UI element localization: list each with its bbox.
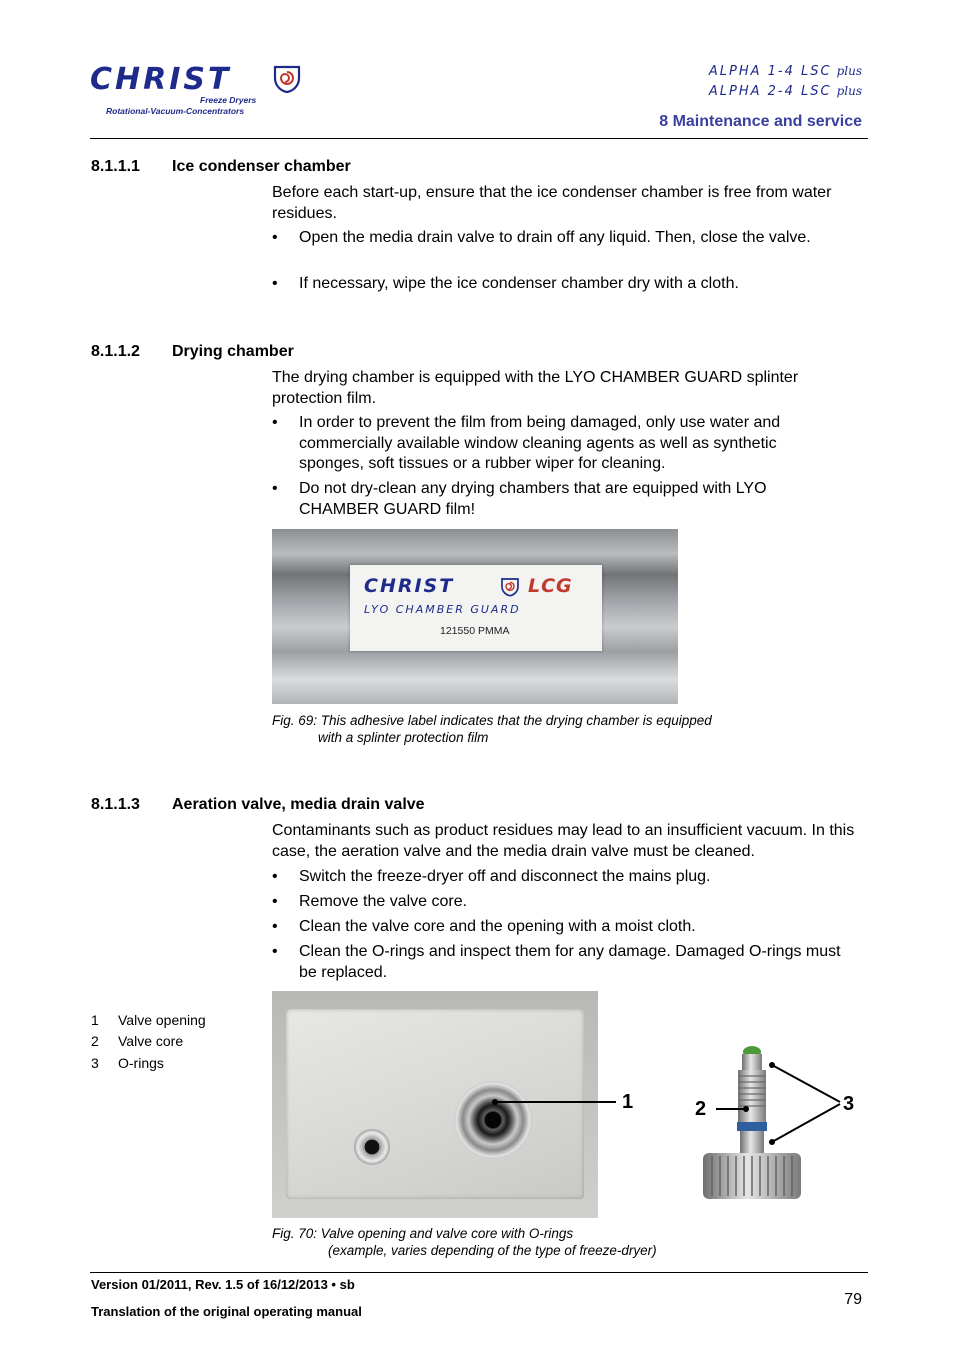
section-intro: Before each start-up, ensure that the ice condenser chamber is free from water residues. xyxy=(272,184,832,222)
section-number: 8.1.1.1 xyxy=(91,158,140,175)
legend-item: 3 O-rings xyxy=(91,1055,164,1071)
label-brand: CHRIST xyxy=(364,575,455,597)
page-number: 79 xyxy=(844,1291,862,1308)
section-number: 8.1.1.3 xyxy=(91,796,140,813)
logo-tagline-rvc: Rotational-Vacuum-Concentrators xyxy=(106,106,245,116)
christ-emblem-icon xyxy=(272,64,302,94)
callout-lines xyxy=(270,990,870,1160)
figure-caption: Fig. 70: Valve opening and valve core with O-rings (example, varies depending of the type of freeze-dryer) xyxy=(272,1226,657,1258)
logo-tagline-freeze-dryers: Freeze Dryers xyxy=(200,95,257,105)
list-item: • Do not dry-clean any drying chambers that are equipped with LYO CHAMBER GUARD film! xyxy=(272,480,767,518)
callout-label-2: 2 xyxy=(695,1098,707,1120)
lyo-chamber-guard-label-photo xyxy=(272,529,678,704)
label-code: 121550 PMMA xyxy=(440,625,510,637)
logo-wordmark: CHRIST xyxy=(90,62,232,97)
list-item: • Remove the valve core. xyxy=(272,893,468,910)
list-item: • Open the media drain valve to drain off any liquid. Then, close the valve. xyxy=(272,229,811,246)
callout-label-1: 1 xyxy=(622,1091,634,1113)
list-item: • Clean the O-rings and inspect them for any damage. Damaged O-rings must be replaced. xyxy=(272,943,841,981)
adhesive-label xyxy=(350,565,602,651)
model-line-2 xyxy=(709,84,862,99)
christ-emblem-icon xyxy=(500,577,520,597)
section-intro: Contaminants such as product residues may lead to an insufficient vacuum. In this case, the aeration valve and the media drain valve must be cleaned. xyxy=(272,822,855,860)
header-divider xyxy=(90,138,868,139)
model-name-1: ALPHA 1-4 LSC xyxy=(708,64,832,79)
label-subtitle: LYO CHAMBER GUARD xyxy=(364,603,521,616)
list-item: • Clean the valve core and the opening with a moist cloth. xyxy=(272,918,696,935)
legend-item: 1 Valve opening xyxy=(91,1012,206,1028)
list-item: • If necessary, wipe the ice condenser chamber dry with a cloth. xyxy=(272,275,739,292)
footer-translation: Translation of the original operating manual xyxy=(91,1304,362,1319)
footer-divider xyxy=(90,1272,868,1273)
chapter-title: 8 Maintenance and service xyxy=(659,113,862,130)
list-item: • In order to prevent the film from being damaged, only use water and commercially available window cleaning agents as well as synthetic sponges, soft tissues or a rubber wiper for cleaning. xyxy=(272,414,781,472)
section-intro: The drying chamber is equipped with the LYO CHAMBER GUARD splinter protection film. xyxy=(272,369,799,407)
section-title: Aeration valve, media drain valve xyxy=(172,796,425,813)
section-title: Ice condenser chamber xyxy=(172,158,351,175)
christ-logo xyxy=(90,60,315,120)
footer-version: Version 01/2011, Rev. 1.5 of 16/12/2013 • sb xyxy=(91,1277,355,1292)
legend-item: 2 Valve core xyxy=(91,1033,184,1049)
model-suffix-1: plus xyxy=(836,64,862,78)
model-name-2: ALPHA 2-4 LSC xyxy=(708,84,832,99)
model-line-1 xyxy=(709,64,862,79)
model-suffix-2: plus xyxy=(836,84,862,98)
section-title: Drying chamber xyxy=(172,343,294,360)
callout-label-3: 3 xyxy=(843,1093,855,1115)
section-number: 8.1.1.2 xyxy=(91,343,140,360)
figure-caption: Fig. 69: This adhesive label indicates that the drying chamber is equipped with a splinter protection film xyxy=(272,713,712,745)
label-lcg: LCG xyxy=(528,575,573,597)
list-item: • Switch the freeze-dryer off and disconnect the mains plug. xyxy=(272,868,711,885)
